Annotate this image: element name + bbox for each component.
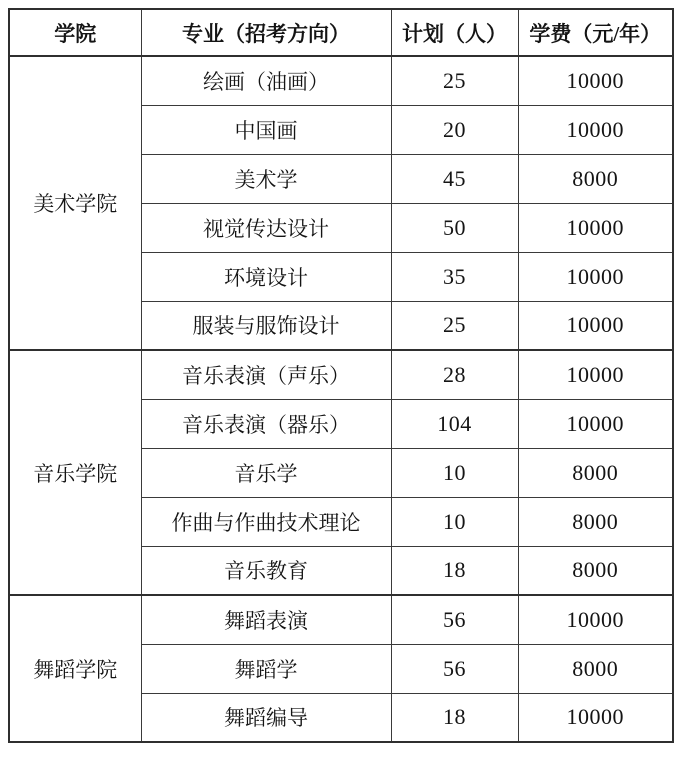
tuition-cell: 10000 bbox=[518, 350, 673, 399]
major-cell: 音乐表演（声乐） bbox=[141, 350, 391, 399]
header-college: 学院 bbox=[9, 9, 141, 56]
major-cell: 音乐学 bbox=[141, 448, 391, 497]
plan-cell: 25 bbox=[391, 301, 518, 350]
table-row bbox=[9, 350, 673, 399]
major-cell: 中国画 bbox=[141, 105, 391, 154]
plan-cell: 10 bbox=[391, 497, 518, 546]
table-row bbox=[9, 56, 673, 105]
plan-cell: 10 bbox=[391, 448, 518, 497]
major-cell: 环境设计 bbox=[141, 252, 391, 301]
header-row bbox=[9, 9, 673, 56]
major-cell: 舞蹈表演 bbox=[141, 595, 391, 644]
major-cell: 绘画（油画） bbox=[141, 56, 391, 105]
table-row bbox=[9, 595, 673, 644]
major-cell: 美术学 bbox=[141, 154, 391, 203]
plan-cell: 45 bbox=[391, 154, 518, 203]
plan-cell: 50 bbox=[391, 203, 518, 252]
plan-cell: 18 bbox=[391, 546, 518, 595]
header-major: 专业（招考方向） bbox=[141, 9, 391, 56]
major-cell: 舞蹈学 bbox=[141, 644, 391, 693]
plan-cell: 56 bbox=[391, 644, 518, 693]
tuition-cell: 8000 bbox=[518, 497, 673, 546]
major-cell: 服装与服饰设计 bbox=[141, 301, 391, 350]
major-cell: 舞蹈编导 bbox=[141, 693, 391, 742]
table-header bbox=[9, 9, 673, 56]
tuition-cell: 10000 bbox=[518, 252, 673, 301]
tuition-cell: 8000 bbox=[518, 448, 673, 497]
tuition-cell: 10000 bbox=[518, 693, 673, 742]
college-cell: 舞蹈学院 bbox=[9, 595, 141, 742]
plan-cell: 28 bbox=[391, 350, 518, 399]
major-cell: 音乐表演（器乐） bbox=[141, 399, 391, 448]
tuition-cell: 10000 bbox=[518, 105, 673, 154]
plan-cell: 18 bbox=[391, 693, 518, 742]
plan-cell: 104 bbox=[391, 399, 518, 448]
major-cell: 视觉传达设计 bbox=[141, 203, 391, 252]
table-body bbox=[9, 56, 673, 742]
header-tuition: 学费（元/年） bbox=[518, 9, 673, 56]
header-plan: 计划（人） bbox=[391, 9, 518, 56]
major-cell: 音乐教育 bbox=[141, 546, 391, 595]
plan-cell: 35 bbox=[391, 252, 518, 301]
tuition-cell: 10000 bbox=[518, 203, 673, 252]
tuition-cell: 8000 bbox=[518, 644, 673, 693]
tuition-cell: 10000 bbox=[518, 301, 673, 350]
college-cell: 美术学院 bbox=[9, 56, 141, 350]
tuition-cell: 8000 bbox=[518, 154, 673, 203]
admission-plan-table bbox=[8, 8, 674, 743]
college-cell: 音乐学院 bbox=[9, 350, 141, 595]
major-cell: 作曲与作曲技术理论 bbox=[141, 497, 391, 546]
plan-cell: 20 bbox=[391, 105, 518, 154]
tuition-cell: 10000 bbox=[518, 399, 673, 448]
tuition-cell: 10000 bbox=[518, 595, 673, 644]
plan-cell: 56 bbox=[391, 595, 518, 644]
tuition-cell: 10000 bbox=[518, 56, 673, 105]
plan-cell: 25 bbox=[391, 56, 518, 105]
tuition-cell: 8000 bbox=[518, 546, 673, 595]
